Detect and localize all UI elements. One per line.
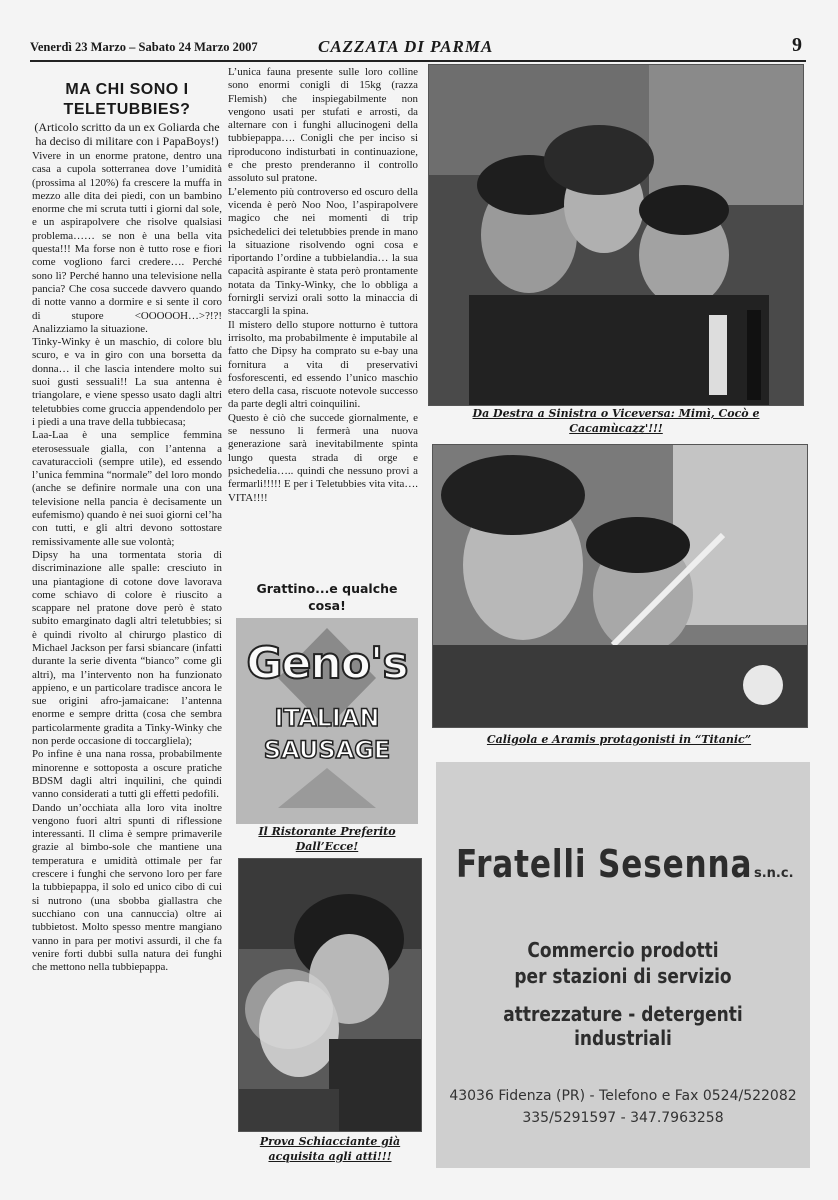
- photo-couple-image: [239, 859, 421, 1131]
- photo-couple: [238, 858, 422, 1132]
- genos-logo-text: Geno's: [246, 638, 408, 689]
- article-paragraph: Tinky-Winky è un maschio, di colore blu scuro, e va in giro con una borsetta da donna… il che lascia intendere molto sui suoi gusti sessuali!! La sua antenna è triangolare, e viene spesso usato dagli altri teletubbies come gruccia appendendolo per i piedi a una trave della tubbiecasa;: [32, 336, 222, 428]
- article-column-1: [32, 80, 222, 974]
- caption-line: Cacamùcazz'!!!: [569, 422, 663, 435]
- caption-line: acquisita agli atti!!!: [268, 1150, 392, 1163]
- article-paragraph: L’elemento più controverso ed oscuro della vicenda è però Noo Noo, l’aspirapolvere magico che nei momenti di trip psichedelici dei teletubbies prende in mano la situazione risolvendo ogni cosa e riportando l’ordine a tubbielandia… la sua capacità aspirante è stata però prontamente notata da Tinky-Winky, che lo obbliga a fornirgli servizi orali sotto la minaccia di staccargli la spina.: [228, 185, 418, 318]
- page-number: 9: [792, 34, 802, 56]
- caption-line: Il Ristorante Preferito: [258, 825, 396, 838]
- article-paragraph: Il mistero dello stupore notturno è tuttora irrisolto, ma probabilmente è imputabile al fatto che Dipsy ha comprato su e-bay una fornitura a vita di preservativi fosforescenti, ed essendo l’unico maschio etero della casa, riscuote notevole successo da parte degli altri coinquilini.: [228, 318, 418, 411]
- sesenna-line-3: attrezzature - detergenti industriali: [503, 1002, 743, 1050]
- page-header: [30, 34, 806, 62]
- photo-titanic-image: [433, 445, 807, 727]
- article-paragraph: Questo è ciò che succede giornalmente, e se nessuno li fermerà una nuova generazione sarà inevitabilmente spinta lungo questa strada di orge e psichedelia….. quindi che nessuno provi a fermarli!!!!! E per i Teletubbies vita vita…. VITA!!!!: [228, 411, 418, 504]
- sesenna-phones: 335/5291597 - 347.7963258: [522, 1110, 724, 1126]
- genos-italian: ITALIAN: [274, 704, 380, 732]
- issue-date: Venerdì 23 Marzo – Sabato 24 Marzo 2007: [30, 40, 258, 54]
- genos-caption: [236, 824, 418, 854]
- article-paragraph: Po infine è una nana rossa, probabilmente minorenne e sottoposta a oscure pratiche BDSM dagli altri inquilini, che quindi vanno considerati a tutti gli effetti pedofili.: [32, 748, 222, 801]
- grattino-heading: [232, 580, 422, 614]
- article-body-col1: [32, 150, 222, 974]
- genos-sausage-ad: [236, 618, 418, 824]
- sesenna-suffix: s.n.c.: [754, 866, 794, 881]
- photo-three-friends-image: [429, 65, 803, 405]
- masthead-title: CAZZATA DI PARMA: [318, 37, 494, 56]
- grattino-line-2: cosa!: [308, 598, 346, 613]
- sesenna-line-1: Commercio prodotti: [527, 938, 719, 962]
- photo-three-friends: [428, 64, 804, 406]
- photo-titanic-caption: Caligola e Aramis protagonisti in “Titanic”: [486, 733, 752, 746]
- article-body-col2: [228, 66, 418, 505]
- sesenna-line-2: per stazioni di servizio: [514, 964, 732, 988]
- article-paragraph: L’unica fauna presente sulle loro colline sono enormi conigli di 15kg (razza Flemish) che inspiegabilmente non vengono usati per stufati e arrosti, da alternare con i funghi allucinogeni della tubbiepappa…. Conigli che per inciso si riproducono indisturbati in continuazione, e che presto prenderanno il controllo assoluto sul pratone.: [228, 66, 418, 185]
- caption-line: Dall’Ecce!: [295, 840, 359, 853]
- genos-sausage: SAUSAGE: [263, 736, 391, 764]
- article-paragraph: Laa-Laa è una semplice femmina eterosessuale gialla, con l’antenna a cavaturacciolì (sempre utile), ed essendo l’unica femmina “normale” del loro mondo (anche se definire normale una con una televisione nella pancia è decisamente un eufemismo) quando è nei suoi giorni cel’ha con tutti, e gli altri devono sottostare remissivamente alle sue volontà;: [32, 429, 222, 548]
- article-paragraph: Dando un’occhiata alla loro vita inoltre vengono fuori altri spunti di riflessione interessanti. Il clima è sempre primaverile grazie al bimbo-sole che mantiene una temperatura e umidità ottimale per far crescere i funghi che servono loro per fare la tubbiepappa, il solo ed unico cibo di cui si nutrono (una sbobba giallastra che succhiano con una cannuccia) oltre ai tubbietost. Molto spesso mentre mangiano vanno in para per motivi assurdi, il che fa venire forti dubbi sulla natura dei funghi che mettono nella tubbiepappa.: [32, 801, 222, 974]
- article-column-2: [228, 66, 418, 505]
- article-title-line-1: MA CHI SONO I: [65, 81, 189, 98]
- sesenna-address: 43036 Fidenza (PR) - Telefono e Fax 0524/522082: [449, 1088, 797, 1104]
- caption-line: Prova Schiacciante già: [259, 1135, 401, 1148]
- photo-three-friends-caption: [430, 406, 802, 436]
- article-paragraph: Vivere in un enorme pratone, dentro una casa a cupola sotterranea dove l’umidità (prossima al 120%) fa crescere la muffa in mezzo alle dita dei piedi, con un bambino enorme che mi scruta tutti i giorni dal sole, e un aspirapolvere che risolve qualsiasi problema…… se non è una bella vita questa!!! Ma forse non è tutto rose e fiori come vogliono farci credere…. Perché sono lì? Perché hanno una televisione nella pancia? Che cosa succede davvero quando di notte vanno a dormire e si sente il coro di stupore <OOOOOH…>?!?! Analizziamo la situazione.: [32, 150, 222, 335]
- caption-line: Da Destra a Sinistra o Viceversa: Mimì, Cocò e: [472, 407, 760, 420]
- sesenna-name: Fratelli Sesenna: [456, 842, 753, 886]
- grattino-line-1: Grattino...e qualche: [256, 581, 398, 596]
- photo-couple-caption: [238, 1134, 422, 1164]
- sesenna-ad: [436, 762, 810, 1168]
- article-paragraph: Dipsy ha una tormentata storia di discriminazione alle spalle: cresciuto in una piantagione di cotone dove lavorava come schiavo di colore è riuscito a scappare nel pratone dove però è stato subito emarginato dagli altri teletubbies; si è quindi rivolto al chirurgo plastico di Michael Jackson per farsi sbiancare (infatti durante la serie diventa “bianco” come gli altri), ma l’intervento non ha funzionato appieno, e un particolare tradisce ancora le sue origini afro-jamaicane: l’antenna enorme e sempre dritta (cosa che sembra particolarmente gradita a Tinky-Winky che non perde occasione di toccargliela);: [32, 548, 222, 748]
- photo-titanic: [432, 444, 808, 728]
- article-subtitle: (Articolo scritto da un ex Goliarda che ha deciso di militare con i PapaBoys!): [34, 120, 220, 148]
- article-title-line-2: TELETUBBIES?: [63, 101, 191, 118]
